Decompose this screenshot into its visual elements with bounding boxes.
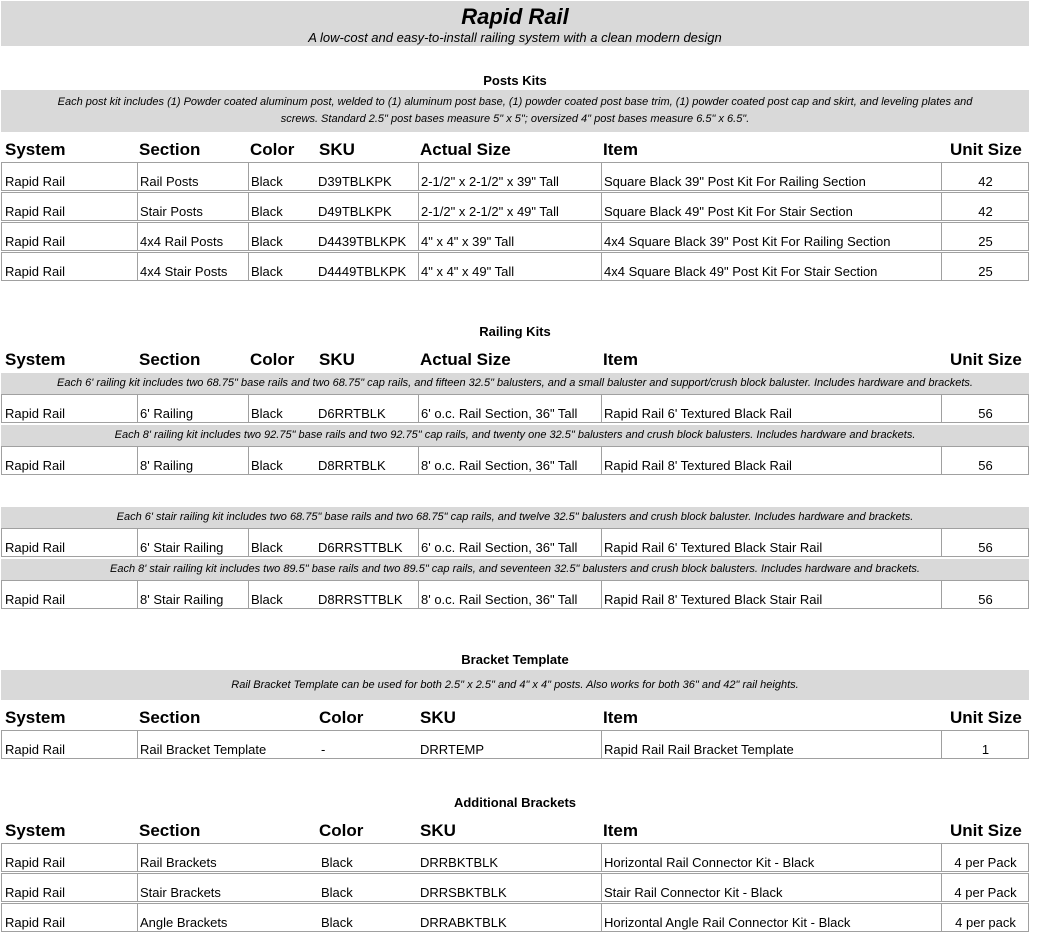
cell-section: 6' Railing [137, 395, 248, 422]
cell-size: 4" x 4" x 49" Tall [418, 253, 601, 280]
additional-brackets-header [0, 819, 1030, 843]
cell-item: Stair Rail Connector Kit - Black [601, 874, 941, 901]
table-row [1, 730, 1029, 759]
cell-item: 4x4 Square Black 39" Post Kit For Railing Section [601, 223, 941, 250]
cell-sku: DRRABKTBLK [420, 915, 507, 930]
header-unit-size: Unit Size [950, 708, 1022, 727]
table-row [1, 192, 1029, 221]
header-system: System [5, 821, 66, 840]
cell-sku: DRRTEMP [420, 742, 485, 757]
cell-sku: DRRSBKTBLK [420, 885, 507, 900]
stair-note-8-text: Each 8' stair railing kit includes two 89.5" base rails and two 89.5" cap rails, and seventeen 32.5" balusters and crush block balusters. Includes hardware and brackets. [110, 563, 920, 575]
cell-section: Rail Posts [137, 163, 248, 190]
cell-unit: 4 per Pack [941, 844, 1029, 871]
cell-size: 2-1/2" x 2-1/2" x 49" Tall [418, 193, 601, 220]
stair-note-6 [1, 507, 1029, 528]
header-section: Section [139, 140, 201, 159]
cell-section: 6' Stair Railing [137, 529, 248, 556]
cell-color: Black [321, 885, 353, 900]
cell-system: Rapid Rail [5, 234, 65, 249]
cell-color: Black [248, 529, 317, 556]
cell-unit: 25 [941, 253, 1029, 280]
railing-section-title: Railing Kits [479, 324, 551, 339]
cell-item: Rapid Rail 6' Textured Black Rail [601, 395, 941, 422]
cell-unit: 25 [941, 223, 1029, 250]
title-band [1, 1, 1029, 46]
bracket-template-note-text: Rail Bracket Template can be used for both 2.5" x 2.5" and 4" x 4" posts. Also works for both 36" and 42" rail heights. [231, 678, 799, 691]
cell-system: Rapid Rail [5, 540, 65, 555]
cell-unit: 42 [941, 163, 1029, 190]
railing-note-8-text: Each 8' railing kit includes two 92.75" base rails and two 92.75" cap rails, and twenty one 32.5" balusters and crush block balusters. Includes hardware and brackets. [114, 429, 916, 441]
header-color: Color [250, 140, 295, 159]
header-actual-size: Actual Size [420, 140, 511, 159]
posts-note [1, 90, 1029, 132]
table-row [1, 903, 1029, 932]
cell-sku: D39TBLKPK [318, 174, 392, 189]
bracket-template-section-title: Bracket Template [461, 652, 569, 667]
cell-system: Rapid Rail [5, 458, 65, 473]
cell-item: Rapid Rail 8' Textured Black Rail [601, 447, 941, 474]
page-subtitle: A low-cost and easy-to-install railing system with a clean modern design [308, 30, 722, 45]
cell-size: 6' o.c. Rail Section, 36" Tall [418, 529, 601, 556]
header-unit-size: Unit Size [950, 140, 1022, 159]
cell-system: Rapid Rail [5, 204, 65, 219]
cell-system: Rapid Rail [5, 592, 65, 607]
cell-size: 8' o.c. Rail Section, 36" Tall [418, 447, 601, 474]
header-sku: SKU [319, 350, 355, 369]
posts-header [0, 138, 1030, 162]
cell-color: Black [248, 163, 317, 190]
posts-note-line1: Each post kit includes (1) Powder coated aluminum post, welded to (1) aluminum post base, (1) powder coated post base trim, (1) powder coated post cap and skirt, and leveling plates and [57, 96, 973, 108]
header-color: Color [250, 350, 295, 369]
cell-section: Stair Brackets [137, 874, 317, 901]
posts-section-title: Posts Kits [483, 73, 547, 88]
cell-item: Square Black 49" Post Kit For Stair Section [601, 193, 941, 220]
table-row [1, 843, 1029, 872]
cell-size: 4" x 4" x 39" Tall [418, 223, 601, 250]
railing-note-6-text: Each 6' railing kit includes two 68.75" base rails and two 68.75" cap rails, and fifteen 32.5" balusters, and a small baluster and support/crush block baluster. Includes hardware and brackets. [57, 377, 973, 389]
cell-color: Black [248, 253, 317, 280]
header-section: Section [139, 350, 201, 369]
cell-section: 8' Railing [137, 447, 248, 474]
cell-section: Rail Brackets [137, 844, 317, 871]
cell-unit: 56 [941, 395, 1029, 422]
cell-size: 6' o.c. Rail Section, 36" Tall [418, 395, 601, 422]
header-item: Item [603, 821, 638, 840]
cell-system: Rapid Rail [5, 406, 65, 421]
cell-sku: D4449TBLKPK [318, 264, 407, 279]
railing-note-8 [1, 425, 1029, 446]
cell-sku: D49TBLKPK [318, 204, 392, 219]
header-item: Item [603, 350, 638, 369]
railing-note-6 [1, 373, 1029, 394]
header-section: Section [139, 708, 201, 727]
table-row [1, 222, 1029, 251]
cell-sku: D4439TBLKPK [318, 234, 407, 249]
page-title: Rapid Rail [461, 4, 569, 29]
table-row [1, 580, 1029, 609]
stair-note-6-text: Each 6' stair railing kit includes two 68.75" base rails and two 68.75" cap rails, and twelve 32.5" balusters and crush block baluster. Includes hardware and brackets. [116, 511, 914, 523]
cell-section: Angle Brackets [137, 904, 317, 931]
cell-sku: D6RRTBLK [318, 406, 386, 421]
cell-unit: 1 [941, 731, 1029, 758]
table-row [1, 528, 1029, 557]
cell-section: Stair Posts [137, 193, 248, 220]
cell-unit: 56 [941, 529, 1029, 556]
cell-system: Rapid Rail [5, 264, 65, 279]
cell-color: Black [248, 447, 317, 474]
cell-color: Black [248, 223, 317, 250]
cell-unit: 56 [941, 447, 1029, 474]
cell-item: Rapid Rail 8' Textured Black Stair Rail [601, 581, 941, 608]
header-unit-size: Unit Size [950, 821, 1022, 840]
cell-item: Horizontal Rail Connector Kit - Black [601, 844, 941, 871]
cell-system: Rapid Rail [5, 742, 65, 757]
additional-brackets-section-title: Additional Brackets [453, 795, 577, 810]
bracket-template-note [1, 670, 1029, 700]
posts-note-line2: screws. Standard 2.5" post bases measure 5" x 5"; oversized 4" post bases measure 6.5" x 6.5". [280, 113, 750, 125]
cell-item: Square Black 39" Post Kit For Railing Section [601, 163, 941, 190]
header-system: System [5, 708, 66, 727]
header-item: Item [603, 708, 638, 727]
cell-section: 4x4 Rail Posts [137, 223, 248, 250]
cell-unit: 4 per Pack [941, 874, 1029, 901]
cell-unit: 56 [941, 581, 1029, 608]
cell-item: 4x4 Square Black 49" Post Kit For Stair Section [601, 253, 941, 280]
cell-item: Rapid Rail 6' Textured Black Stair Rail [601, 529, 941, 556]
header-actual-size: Actual Size [420, 350, 511, 369]
cell-unit: 42 [941, 193, 1029, 220]
cell-system: Rapid Rail [5, 855, 65, 870]
cell-unit: 4 per pack [941, 904, 1029, 931]
cell-section: 8' Stair Railing [137, 581, 248, 608]
cell-item: Horizontal Angle Rail Connector Kit - Black [601, 904, 941, 931]
cell-color: Black [321, 855, 353, 870]
table-row [1, 873, 1029, 902]
table-row [1, 162, 1029, 191]
cell-sku: D6RRSTTBLK [318, 540, 403, 555]
header-color: Color [319, 821, 364, 840]
cell-sku: D8RRSTTBLK [318, 592, 403, 607]
table-row [1, 446, 1029, 475]
cell-system: Rapid Rail [5, 174, 65, 189]
header-system: System [5, 350, 66, 369]
cell-section: Rail Bracket Template [137, 731, 317, 758]
cell-color: - [321, 742, 326, 757]
header-color: Color [319, 708, 364, 727]
cell-sku: D8RRTBLK [318, 458, 386, 473]
header-sku: SKU [420, 708, 456, 727]
header-sku: SKU [319, 140, 355, 159]
cell-size: 2-1/2" x 2-1/2" x 39" Tall [418, 163, 601, 190]
table-row [1, 394, 1029, 423]
header-item: Item [603, 140, 638, 159]
cell-system: Rapid Rail [5, 915, 65, 930]
header-unit-size: Unit Size [950, 350, 1022, 369]
cell-color: Black [248, 193, 317, 220]
stair-note-8 [1, 559, 1029, 580]
cell-item: Rapid Rail Rail Bracket Template [601, 731, 941, 758]
railing-header [0, 348, 1030, 372]
cell-sku: DRRBKTBLK [420, 855, 499, 870]
cell-color: Black [248, 581, 317, 608]
cell-section: 4x4 Stair Posts [137, 253, 248, 280]
cell-color: Black [321, 915, 353, 930]
header-section: Section [139, 821, 201, 840]
cell-system: Rapid Rail [5, 885, 65, 900]
header-sku: SKU [420, 821, 456, 840]
cell-size: 8' o.c. Rail Section, 36" Tall [418, 581, 601, 608]
table-row [1, 252, 1029, 281]
bracket-template-header [0, 706, 1030, 730]
header-system: System [5, 140, 66, 159]
cell-color: Black [248, 395, 317, 422]
